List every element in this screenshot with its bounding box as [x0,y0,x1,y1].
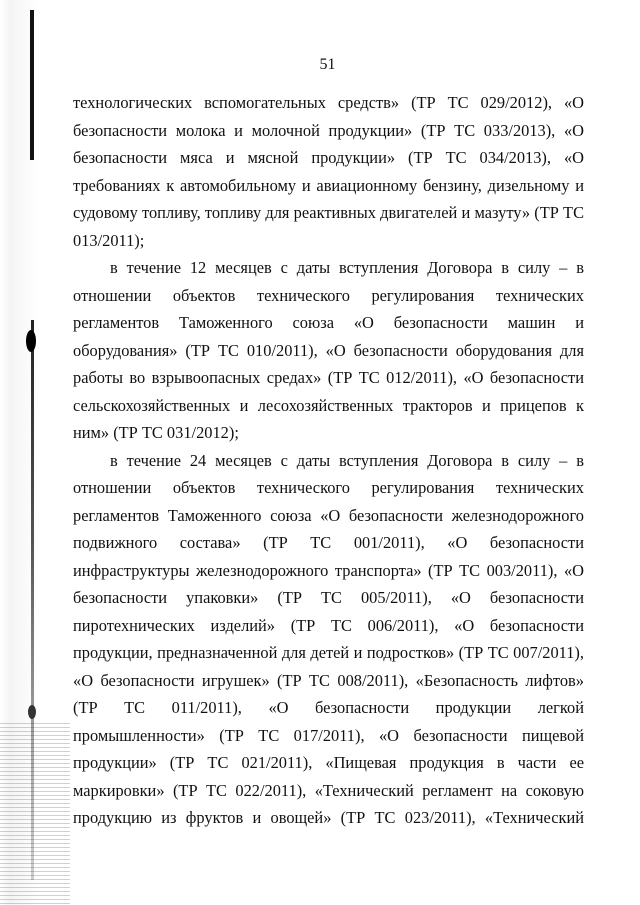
body-text [73,89,584,832]
paragraph-continuation: технологических вспомогательных средств» (ТР ТС 029/2012), «О безопасности молока и молочной продукции» (ТР ТС 033/2013), «О безопасности мяса и мясной продукции» (ТР ТС 034/2013), «О требованиях к автомобильному и авиационному бензину, дизельному и судовому топливу, топливу для реактивных двигателей и мазуту» (ТР ТС 013/2011); [73,93,584,250]
scan-binding-mark-top [30,10,34,160]
scan-punch-mark [26,330,36,352]
scan-noise-hatch [0,720,70,905]
page-number: 51 [319,56,336,73]
scan-punch-mark-lower [28,705,36,719]
paragraph-24-months: в течение 24 месяцев с даты вступления Договора в силу – в отношении объектов технического регулирования технических регламентов Таможенного союза «О безопасности железнодорожного подвижного состава» (ТР ТС 001/2011), «О безопасности инфраструктуры железнодорожного транспорта» (ТР ТС 003/2011), «О безопасности упаковки» (ТР ТС 005/2011), «О безопасности пиротехнических изделий» (ТР ТС 006/2011), «О безопасности продукции, предназначенной для детей и подростков» (ТР ТС 007/2011), «О безопасности игрушек» (ТР ТС 008/2011), «Безопасность лифтов» (ТР ТС 011/2011), «О безопасности продукции легкой промышленности» (ТР ТС 017/2011), «О безопасности пищевой продукции» (ТР ТС 021/2011), «Пищевая продукция в части ее маркировки» (ТР ТС 022/2011), «Технический регламент на соковую продукцию из фруктов и овощей» (ТР ТС 023/2011), «Технический [73,450,584,827]
paragraph-12-months: в течение 12 месяцев с даты вступления Договора в силу – в отношении объектов технического регулирования технических регламентов Таможенного союза «О безопасности машин и оборудования» (ТР ТС 010/2011), «О безопасности оборудования для работы во взрывоопасных средах» (ТР ТС 012/2011), «О безопасности сельскохозяйственных и лесохозяйственных тракторов и прицепов к ним» (ТР ТС 031/2012); [73,258,584,442]
